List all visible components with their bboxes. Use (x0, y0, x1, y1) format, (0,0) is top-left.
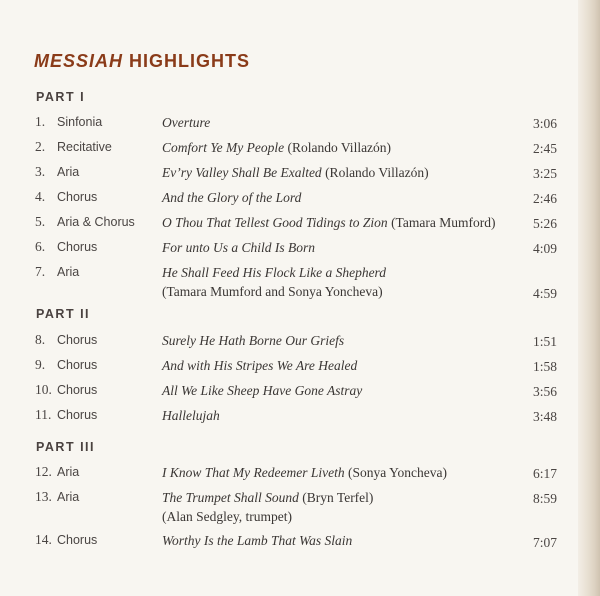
work-title: Hallelujah (162, 408, 220, 423)
part-heading: PART III (36, 440, 95, 454)
work-title: All We Like Sheep Have Gone Astray (162, 383, 363, 398)
performer: (Rolando Villazón) (325, 165, 429, 180)
track-duration: 4:09 (532, 241, 557, 256)
work-title: O Thou That Tellest Good Tidings to Zion (162, 215, 388, 230)
track-number: 1. (35, 114, 46, 129)
track-form: Aria & Chorus (57, 215, 135, 229)
track-duration: 8:59 (532, 491, 557, 506)
work-title: And the Glory of the Lord (162, 190, 302, 205)
track-duration: 2:45 (532, 141, 557, 156)
track-number: 14. (35, 532, 52, 547)
track-duration: 3:48 (532, 409, 557, 424)
track-number: 2. (35, 139, 46, 154)
page-edge (578, 0, 600, 596)
work-title: Surely He Hath Borne Our Griefs (162, 333, 345, 348)
track-form: Sinfonia (57, 115, 103, 129)
performer: (Sonya Yoncheva) (347, 465, 447, 480)
work-title: He Shall Feed His Flock Like a Shepherd (162, 265, 387, 280)
title-work: MESSIAH (34, 51, 124, 71)
track-form: Chorus (57, 383, 98, 397)
page-title (34, 51, 250, 72)
track-form: Recitative (57, 140, 112, 154)
track-duration: 3:06 (532, 116, 557, 131)
track-number: 3. (35, 164, 46, 179)
track-form: Chorus (57, 333, 98, 347)
track-duration: 7:07 (532, 535, 557, 550)
track-number: 9. (35, 357, 46, 372)
track-number: 13. (35, 489, 52, 504)
track-duration: 1:58 (532, 359, 557, 374)
track-number: 6. (35, 239, 46, 254)
work-title: For unto Us a Child Is Born (162, 240, 316, 255)
track-form: Chorus (57, 190, 98, 204)
track-form: Chorus (57, 533, 98, 547)
track-number: 7. (35, 264, 46, 279)
track-title (162, 331, 517, 350)
track-duration: 6:17 (532, 466, 557, 481)
performer: (Tamara Mumford and Sonya Yoncheva) (162, 284, 383, 299)
performer: (Alan Sedgley, trumpet) (162, 509, 292, 524)
track-form: Aria (57, 490, 80, 504)
track-duration: 3:56 (532, 384, 557, 399)
track-duration: 2:46 (532, 191, 557, 206)
track-title (162, 531, 517, 550)
work-title: The Trumpet Shall Sound (162, 490, 299, 505)
track-duration: 3:25 (532, 166, 557, 181)
track-number: 8. (35, 332, 46, 347)
work-title: I Know That My Redeemer Liveth (162, 465, 345, 480)
track-title (162, 381, 517, 400)
track-title (162, 138, 517, 157)
work-title: Overture (162, 115, 211, 130)
part-heading: PART I (36, 90, 86, 104)
track-number: 4. (35, 189, 46, 204)
track-title (162, 263, 517, 301)
performer: (Rolando Villazón) (287, 140, 392, 155)
track-title (162, 488, 517, 526)
work-title: Ev’ry Valley Shall Be Exalted (162, 165, 322, 180)
track-title (162, 113, 517, 132)
part-heading: PART II (36, 307, 91, 321)
track-duration: 5:26 (532, 216, 557, 231)
track-title (162, 463, 517, 482)
track-duration: 4:59 (532, 286, 557, 301)
performer: (Bryn Terfel) (302, 490, 374, 505)
track-form: Chorus (57, 240, 98, 254)
track-title (162, 163, 517, 182)
track-form: Aria (57, 165, 80, 179)
track-title (162, 213, 517, 232)
track-number: 5. (35, 214, 46, 229)
track-title (162, 406, 517, 425)
track-form: Aria (57, 265, 80, 279)
track-form: Aria (57, 465, 80, 479)
track-form: Chorus (57, 358, 98, 372)
work-title: Worthy Is the Lamb That Was Slain (162, 533, 353, 548)
track-title (162, 356, 517, 375)
track-title (162, 238, 517, 257)
title-rest: HIGHLIGHTS (129, 51, 251, 71)
track-number: 11. (35, 407, 52, 422)
work-title: Comfort Ye My People (162, 140, 285, 155)
track-form: Chorus (57, 408, 98, 422)
track-number: 10. (35, 382, 52, 397)
work-title: And with His Stripes We Are Healed (162, 358, 358, 373)
track-number: 12. (35, 464, 52, 479)
track-title (162, 188, 517, 207)
track-duration: 1:51 (532, 334, 557, 349)
performer: (Tamara Mumford) (391, 215, 496, 230)
